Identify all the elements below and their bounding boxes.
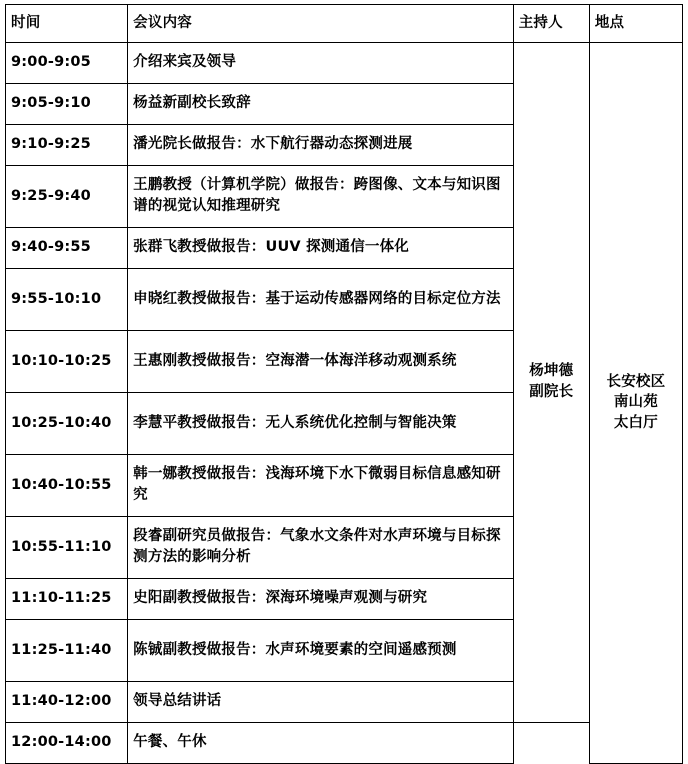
cell-content: 史阳副教授做报告：深海环境噪声观测与研究 [128, 579, 514, 620]
cell-content: 王惠刚教授做报告：空海潜一体海洋移动观测系统 [128, 331, 514, 393]
cell-content: 张群飞教授做报告：UUV 探测通信一体化 [128, 228, 514, 269]
cell-content: 午餐、午休 [128, 723, 514, 764]
cell-time: 9:55-10:10 [6, 269, 128, 331]
column-header-place: 地点 [589, 5, 682, 43]
place-line-3: 太白厅 [613, 414, 658, 431]
table-row [6, 723, 683, 764]
cell-time: 9:05-9:10 [6, 84, 128, 125]
meeting-agenda-table [5, 4, 683, 764]
cell-time: 10:10-10:25 [6, 331, 128, 393]
column-header-time: 时间 [6, 5, 128, 43]
place-line-1: 长安校区 [606, 373, 666, 390]
cell-time: 9:10-9:25 [6, 125, 128, 166]
cell-content: 申晓红教授做报告：基于运动传感器网络的目标定位方法 [128, 269, 514, 331]
cell-content: 陈铖副教授做报告：水声环境要素的空间遥感预测 [128, 620, 514, 682]
table-header-row [6, 5, 683, 43]
table-row [6, 43, 683, 84]
cell-time: 11:25-11:40 [6, 620, 128, 682]
cell-place [589, 43, 682, 764]
cell-content: 段睿副研究员做报告：气象水文条件对水声环境与目标探测方法的影响分析 [128, 517, 514, 579]
cell-content: 潘光院长做报告：水下航行器动态探测进展 [128, 125, 514, 166]
cell-time: 11:40-12:00 [6, 682, 128, 723]
host-line-1: 杨坤德 [529, 363, 574, 380]
cell-time: 10:25-10:40 [6, 393, 128, 455]
cell-time: 9:00-9:05 [6, 43, 128, 84]
cell-content: 王鹏教授（计算机学院）做报告：跨图像、文本与知识图谱的视觉认知推理研究 [128, 166, 514, 228]
cell-content: 李慧平教授做报告：无人系统优化控制与智能决策 [128, 393, 514, 455]
cell-content: 韩一娜教授做报告：浅海环境下水下微弱目标信息感知研究 [128, 455, 514, 517]
cell-time: 10:40-10:55 [6, 455, 128, 517]
cell-content: 介绍来宾及领导 [128, 43, 514, 84]
host-line-2: 副院长 [529, 384, 574, 400]
cell-content: 领导总结讲话 [128, 682, 514, 723]
cell-time: 9:25-9:40 [6, 166, 128, 228]
column-header-host: 主持人 [513, 5, 589, 43]
column-header-content: 会议内容 [128, 5, 514, 43]
cell-content: 杨益新副校长致辞 [128, 84, 514, 125]
cell-host [513, 43, 589, 723]
place-line-2: 南山苑 [613, 394, 658, 411]
cell-time: 9:40-9:55 [6, 228, 128, 269]
cell-time: 12:00-14:00 [6, 723, 128, 764]
cell-time: 10:55-11:10 [6, 517, 128, 579]
cell-time: 11:10-11:25 [6, 579, 128, 620]
